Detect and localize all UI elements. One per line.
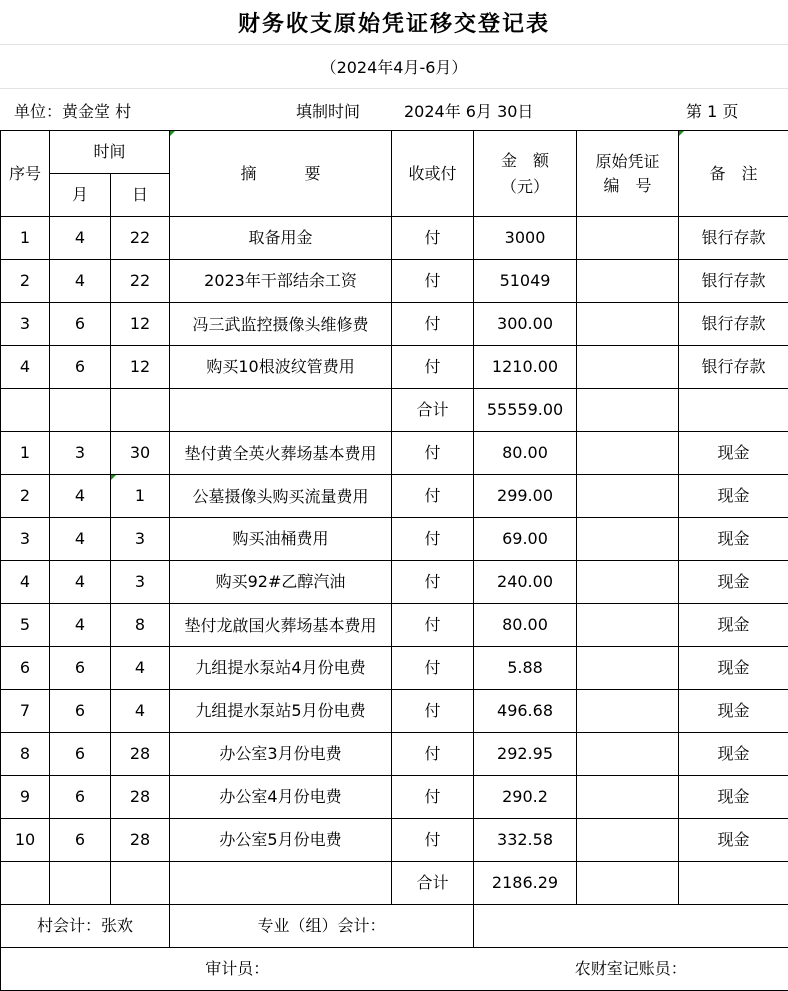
row-amount: 299.00 [474,475,577,518]
fill-date: 2024年 6月 30日 [404,99,533,122]
row-summary: 公墓摄像头购买流量费用 [170,486,391,507]
row-amount: 300.00 [474,303,577,346]
row-remark: 现金 [679,475,788,518]
row-voucher [577,518,679,561]
row-summary: 九组提水泵站4月份电费 [170,647,392,690]
row-day: 4 [111,647,170,690]
table-row [1,475,788,518]
subtotal-label: 合计 [392,862,474,905]
header-voucher: 原始凭证 编 号 [577,131,679,217]
row-voucher [577,776,679,819]
row-month [50,389,111,432]
table-row [1,690,788,733]
row-month: 6 [50,819,111,862]
date-range-subtitle: （2024年4月-6月） [0,44,788,89]
row-summary: 垫付龙啟国火葬场基本费用 [170,615,391,636]
row-voucher [577,647,679,690]
row-amount: 240.00 [474,561,577,604]
row-type: 付 [392,819,474,862]
row-summary: 2023年干部结余工资 [170,260,392,303]
row-amount: 496.68 [474,690,577,733]
table-row [1,518,788,561]
row-amount: 51049 [474,260,577,303]
row-seq: 4 [1,346,50,389]
row-month: 4 [50,561,111,604]
row-month: 6 [50,647,111,690]
row-day: 30 [111,432,170,475]
row-seq: 2 [1,260,50,303]
row-seq: 4 [1,561,50,604]
row-summary: 冯三武监控摄像头维修费 [170,314,391,335]
row-voucher [577,475,679,518]
subtotal-amount: 55559.00 [474,389,577,432]
row-amount: 80.00 [474,604,577,647]
row-type: 付 [392,260,474,303]
row-summary [170,389,392,432]
row-voucher [577,561,679,604]
row-remark: 银行存款 [679,217,788,260]
row-summary-cell [170,432,392,475]
row-month: 6 [50,776,111,819]
row-month: 4 [50,475,111,518]
row-type: 付 [392,776,474,819]
row-summary-cell [170,604,392,647]
table-row [1,260,788,303]
row-summary: 办公室3月份电费 [170,733,392,776]
row-seq: 5 [1,604,50,647]
row-day: 28 [111,819,170,862]
row-remark: 现金 [679,776,788,819]
row-remark: 现金 [679,819,788,862]
row-type: 付 [392,432,474,475]
row-voucher [577,604,679,647]
row-seq: 2 [1,475,50,518]
footer-row [1,948,788,991]
row-remark: 银行存款 [679,346,788,389]
row-day: 22 [111,217,170,260]
row-amount: 80.00 [474,432,577,475]
row-summary: 购买92#乙醇汽油 [170,561,392,604]
row-day: 22 [111,260,170,303]
auditor: 审计员： [1,948,474,991]
row-day: 3 [111,561,170,604]
header-month: 月 [50,174,111,217]
row-month: 4 [50,260,111,303]
row-voucher [577,819,679,862]
row-day: 3 [111,518,170,561]
row-voucher [577,432,679,475]
row-type: 付 [392,217,474,260]
row-remark: 银行存款 [679,260,788,303]
row-summary [170,862,392,905]
row-type: 付 [392,346,474,389]
table-row [1,819,788,862]
table-row [1,561,788,604]
header-summary: 摘 要 [170,131,392,217]
page-number: 第 1 页 [686,99,738,122]
header-time: 时间 [50,131,170,174]
row-remark: 现金 [679,647,788,690]
row-remark: 银行存款 [679,303,788,346]
table-row [1,432,788,475]
row-day: 8 [111,604,170,647]
row-voucher [577,690,679,733]
table-row [1,217,788,260]
table-row [1,733,788,776]
village-accountant: 村会计：张欢 [1,905,170,948]
row-summary: 办公室5月份电费 [170,819,392,862]
row-amount: 1210.00 [474,346,577,389]
row-summary: 垫付黄全英火葬场基本费用 [170,443,391,464]
group-accountant: 专业（组）会计： [170,905,474,948]
row-seq: 10 [1,819,50,862]
table-row [1,346,788,389]
row-summary: 九组提水泵站5月份电费 [170,690,392,733]
row-seq: 3 [1,518,50,561]
row-amount: 292.95 [474,733,577,776]
row-summary: 购买油桶费用 [170,518,392,561]
table-row [1,604,788,647]
row-month: 6 [50,733,111,776]
row-remark [679,862,788,905]
row-summary-cell [170,475,392,518]
row-seq: 8 [1,733,50,776]
row-amount: 290.2 [474,776,577,819]
row-voucher [577,346,679,389]
row-seq: 6 [1,647,50,690]
row-day: 28 [111,733,170,776]
page-title: 财务收支原始凭证移交登记表 [0,0,788,45]
table-row [1,647,788,690]
unit-label: 单位：黄金堂 村 [14,99,131,122]
row-month: 6 [50,690,111,733]
row-day [111,862,170,905]
row-day: 4 [111,690,170,733]
row-amount: 332.58 [474,819,577,862]
row-seq [1,862,50,905]
row-amount: 3000 [474,217,577,260]
row-month: 4 [50,217,111,260]
header-amount: 金 额 （元） [474,131,577,217]
row-summary: 取备用金 [170,217,392,260]
header-type: 收或付 [392,131,474,217]
row-remark: 现金 [679,561,788,604]
row-type: 付 [392,604,474,647]
subtotal-label: 合计 [392,389,474,432]
row-summary: 购买10根波纹管费用 [170,346,392,389]
footer-blank [474,905,788,948]
header-seq: 序号 [1,131,50,217]
row-remark: 现金 [679,690,788,733]
row-voucher [577,862,679,905]
header-day: 日 [111,174,170,217]
row-voucher [577,733,679,776]
row-day: 1 [111,475,170,518]
row-summary: 办公室4月份电费 [170,776,392,819]
row-voucher [577,389,679,432]
subtotal-amount: 2186.29 [474,862,577,905]
row-summary-cell [170,303,392,346]
row-month [50,862,111,905]
row-remark: 现金 [679,518,788,561]
row-month: 4 [50,604,111,647]
row-type: 付 [392,475,474,518]
row-type: 付 [392,690,474,733]
table-row [1,776,788,819]
info-row [0,88,788,130]
row-day: 12 [111,346,170,389]
fill-time-label: 填制时间 [296,99,360,122]
row-type: 付 [392,561,474,604]
row-voucher [577,217,679,260]
row-month: 6 [50,303,111,346]
footer-row [1,905,788,948]
row-type: 付 [392,647,474,690]
subtotal-row [1,862,788,905]
row-month: 6 [50,346,111,389]
row-remark: 现金 [679,432,788,475]
row-day: 12 [111,303,170,346]
row-amount: 69.00 [474,518,577,561]
row-amount: 5.88 [474,647,577,690]
row-seq: 3 [1,303,50,346]
row-month: 3 [50,432,111,475]
row-remark: 现金 [679,733,788,776]
row-type: 付 [392,733,474,776]
row-remark [679,389,788,432]
row-type: 付 [392,303,474,346]
header-remark: 备 注 [679,131,788,217]
bookkeeper: 农财室记账员： [474,948,788,991]
table-row [1,303,788,346]
row-type: 付 [392,518,474,561]
row-day: 28 [111,776,170,819]
row-voucher [577,260,679,303]
row-day [111,389,170,432]
row-seq [1,389,50,432]
row-seq: 7 [1,690,50,733]
row-voucher [577,303,679,346]
row-seq: 9 [1,776,50,819]
row-month: 4 [50,518,111,561]
ledger-table [0,130,788,991]
row-seq: 1 [1,432,50,475]
row-seq: 1 [1,217,50,260]
row-remark: 现金 [679,604,788,647]
subtotal-row [1,389,788,432]
